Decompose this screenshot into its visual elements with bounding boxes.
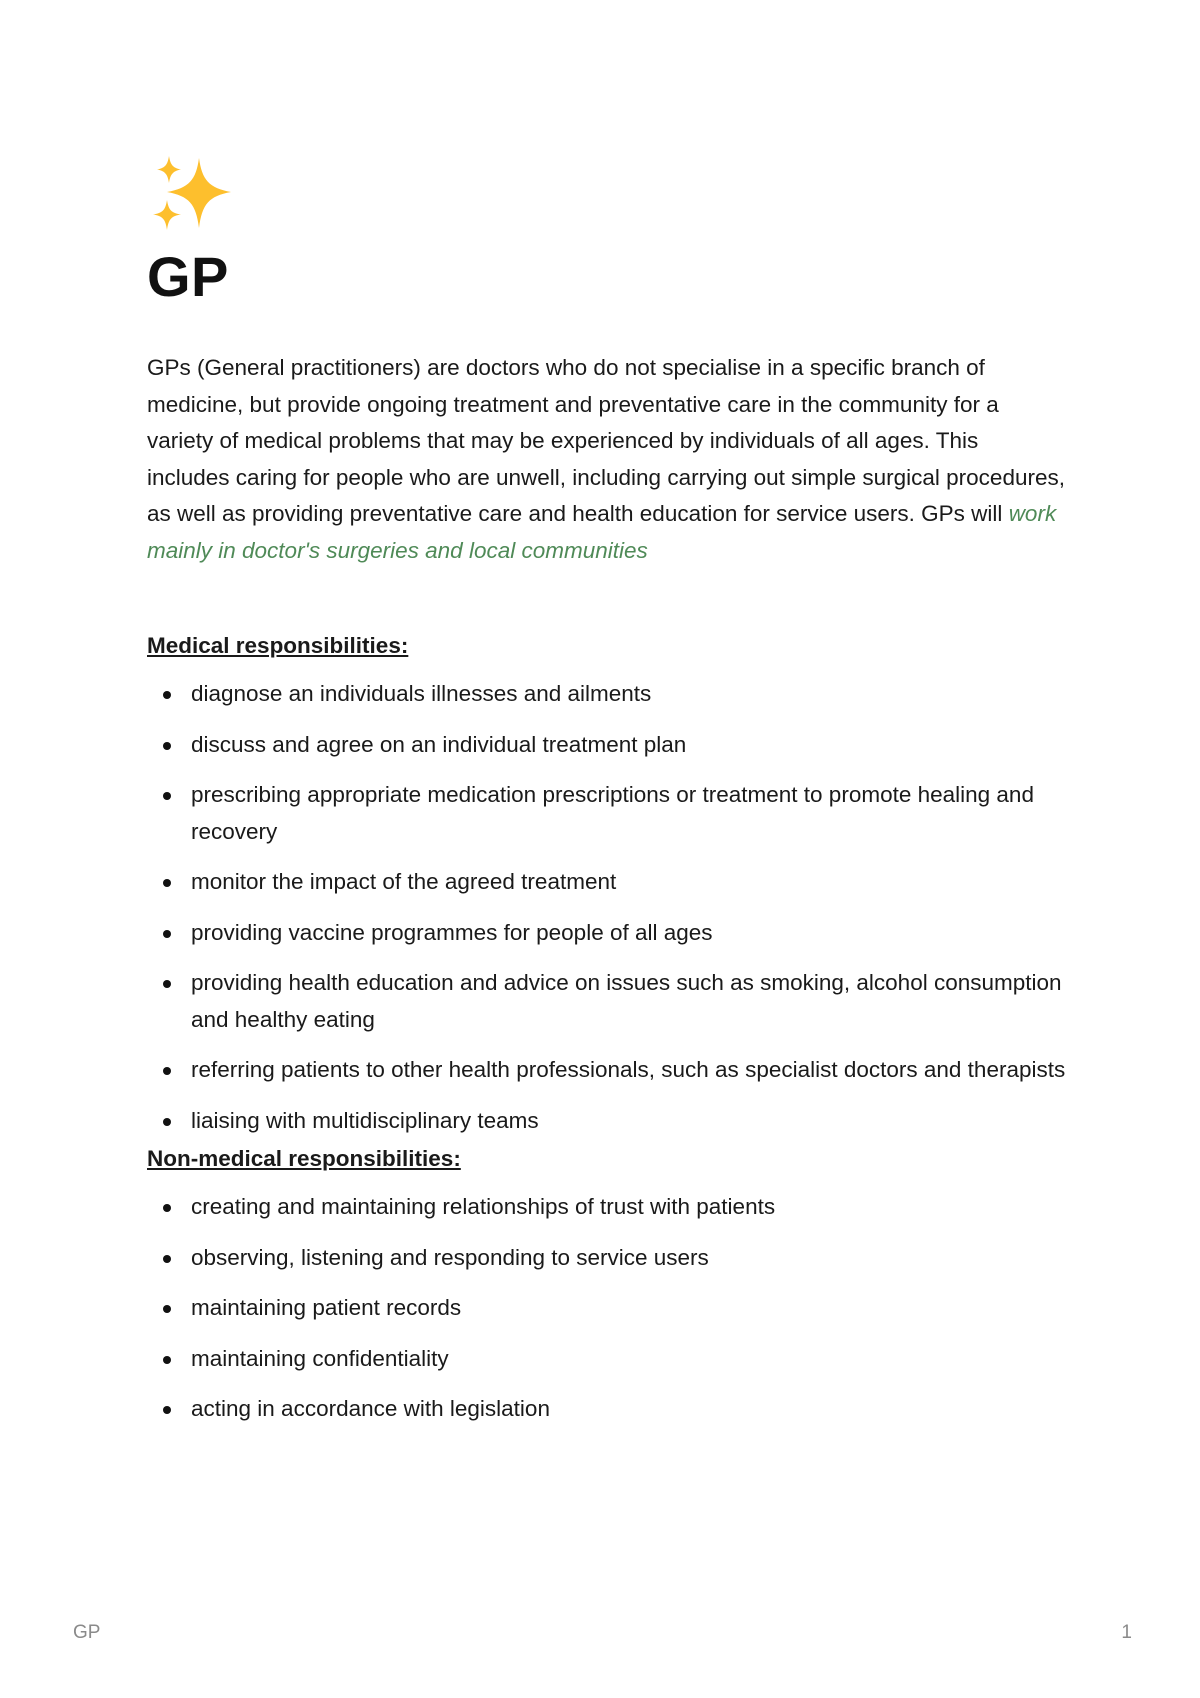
list-item	[147, 1052, 1067, 1089]
list-item-text: creating and maintaining relationships of trust with patients	[191, 1194, 776, 1219]
document-page	[147, 150, 1067, 1428]
list-item	[147, 1103, 1067, 1140]
list-item	[147, 727, 1067, 764]
list-item-text: maintaining confidentiality	[191, 1345, 449, 1371]
bullet-icon	[163, 980, 171, 988]
bullet-icon	[163, 1255, 171, 1263]
medical-responsibilities-list	[147, 676, 1067, 1139]
intro-paragraph	[147, 350, 1067, 569]
nonmedical-responsibilities-heading: Non-medical responsibilities:	[147, 1146, 461, 1171]
bullet-icon	[163, 1067, 171, 1075]
list-item-text: providing vaccine programmes for people of all ages	[191, 919, 713, 945]
intro-highlight: work mainly in doctor's surgeries and local communities	[147, 501, 1057, 563]
list-item-text: observing, listening and responding to service users	[191, 1244, 709, 1270]
list-item	[147, 777, 1067, 850]
list-item-text: liaising with multidisciplinary teams	[191, 1107, 539, 1133]
list-item	[147, 676, 1067, 713]
list-item-text: prescribing appropriate medication prescriptions or treatment to promote healing and recovery	[191, 782, 1034, 844]
bullet-icon	[163, 1118, 171, 1126]
bullet-icon	[163, 792, 171, 800]
list-item	[147, 915, 1067, 952]
list-item-text: referring patients to other health professionals, such as specialist doctors and therapists	[191, 1057, 1066, 1082]
list-item	[147, 965, 1067, 1038]
bullet-icon	[163, 879, 171, 887]
footer-title: GP	[73, 1622, 101, 1643]
bullet-icon	[163, 1305, 171, 1313]
bullet-icon	[163, 691, 171, 699]
list-item	[147, 1290, 1067, 1327]
bullet-icon	[163, 742, 171, 750]
list-item-text: monitor the impact of the agreed treatment	[191, 869, 617, 894]
nonmedical-responsibilities-list	[147, 1189, 1067, 1428]
list-item	[147, 1189, 1067, 1226]
sparkles-icon	[147, 150, 237, 240]
list-item	[147, 1391, 1067, 1428]
intro-text: GPs (General practitioners) are doctors who do not specialise in a specific branch of medicine, but provide ongoing treatment and preventative care in the community for a variety of medical problems that may be experienced by individuals of all ages. This includes caring for people who are unwell, including carrying out simple surgical procedures, as well as providing preventative care and health education for service users. GPs will	[147, 355, 1065, 526]
bullet-icon	[163, 930, 171, 938]
bullet-icon	[163, 1406, 171, 1414]
list-item	[147, 1240, 1067, 1277]
list-item-text: providing health education and advice on issues such as smoking, alcohol consumption and healthy eating	[191, 970, 1062, 1032]
list-item	[147, 1341, 1067, 1378]
bullet-icon	[163, 1356, 171, 1364]
bullet-icon	[163, 1204, 171, 1212]
page-title: GP	[147, 245, 229, 308]
page-number: 1	[1121, 1622, 1132, 1643]
medical-responsibilities-heading: Medical responsibilities:	[147, 633, 409, 658]
list-item-text: maintaining patient records	[191, 1295, 462, 1320]
list-item	[147, 864, 1067, 901]
list-item-text: discuss and agree on an individual treatment plan	[191, 731, 687, 757]
list-item-text: acting in accordance with legislation	[191, 1396, 550, 1421]
list-item-text: diagnose an individuals illnesses and ailments	[191, 681, 652, 706]
